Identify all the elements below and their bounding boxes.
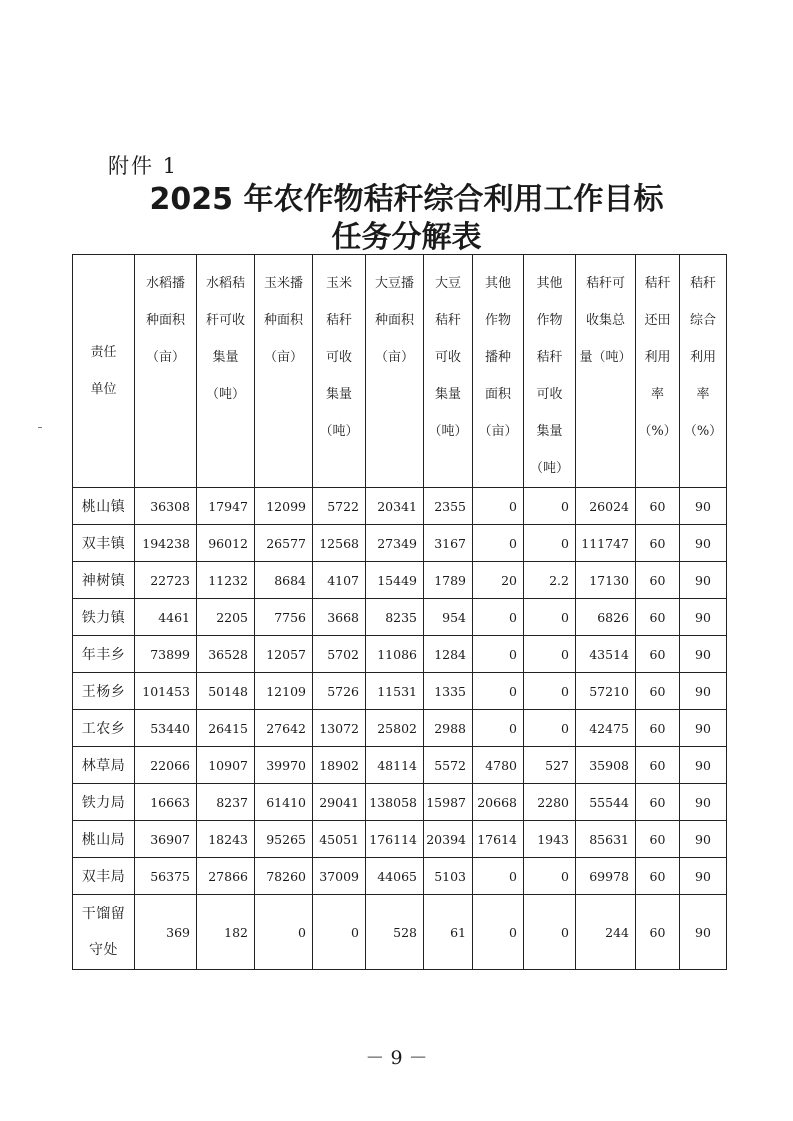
unit-cell: 神树镇 [73, 562, 135, 599]
unit-cell: 桃山局 [73, 821, 135, 858]
value-cell: 39970 [255, 747, 313, 784]
value-cell: 5726 [313, 673, 366, 710]
return-rate-cell: 60 [636, 525, 680, 562]
table-row [73, 562, 727, 599]
unit-cell: 工农乡 [73, 710, 135, 747]
table-row [73, 710, 727, 747]
value-cell: 22066 [135, 747, 197, 784]
value-cell: 20 [473, 562, 524, 599]
value-cell: 8684 [255, 562, 313, 599]
value-cell: 194238 [135, 525, 197, 562]
value-cell: 0 [524, 895, 576, 970]
value-cell: 8237 [197, 784, 255, 821]
value-cell: 3668 [313, 599, 366, 636]
column-header [680, 255, 727, 488]
value-cell: 85631 [576, 821, 636, 858]
value-cell: 16663 [135, 784, 197, 821]
value-cell: 96012 [197, 525, 255, 562]
utilization-rate-cell: 90 [680, 858, 727, 895]
value-cell: 1789 [424, 562, 473, 599]
value-cell: 2280 [524, 784, 576, 821]
return-rate-cell: 60 [636, 710, 680, 747]
document-title: 2025 年农作物秸秆综合利用工作目标 [149, 182, 664, 217]
value-cell: 44065 [366, 858, 424, 895]
column-header [366, 255, 424, 488]
value-cell: 4107 [313, 562, 366, 599]
column-header [73, 255, 135, 488]
column-header [636, 255, 680, 488]
value-cell: 0 [524, 636, 576, 673]
value-cell: 45051 [313, 821, 366, 858]
value-cell: 17614 [473, 821, 524, 858]
value-cell: 244 [576, 895, 636, 970]
value-cell: 0 [524, 525, 576, 562]
value-cell: 42475 [576, 710, 636, 747]
value-cell: 0 [473, 599, 524, 636]
value-cell: 11232 [197, 562, 255, 599]
utilization-rate-cell: 90 [680, 599, 727, 636]
value-cell: 138058 [366, 784, 424, 821]
value-cell: 5103 [424, 858, 473, 895]
value-cell: 50148 [197, 673, 255, 710]
return-rate-cell: 60 [636, 858, 680, 895]
return-rate-cell: 60 [636, 895, 680, 970]
value-cell: 0 [473, 710, 524, 747]
value-cell: 0 [473, 895, 524, 970]
page-number: － 9 － [365, 1047, 428, 1069]
unit-cell: 王杨乡 [73, 673, 135, 710]
value-cell: 22723 [135, 562, 197, 599]
value-cell: 0 [473, 636, 524, 673]
unit-cell: 双丰镇 [73, 525, 135, 562]
value-cell: 26024 [576, 488, 636, 525]
value-cell: 27866 [197, 858, 255, 895]
table-header-row [73, 255, 727, 488]
value-cell: 69978 [576, 858, 636, 895]
value-cell: 0 [473, 525, 524, 562]
value-cell: 48114 [366, 747, 424, 784]
value-cell: 53440 [135, 710, 197, 747]
column-header-label: 秸秆 还田 利用 率 （%） [638, 276, 677, 439]
utilization-rate-cell: 90 [680, 562, 727, 599]
value-cell: 12057 [255, 636, 313, 673]
value-cell: 55544 [576, 784, 636, 821]
column-header-label: 水稻秸 秆可收 集量 （吨） [205, 276, 245, 402]
column-header-label: 水稻播 种面积 （亩） [145, 276, 185, 365]
value-cell: 36528 [197, 636, 255, 673]
column-header [313, 255, 366, 488]
annex-label: 附件 1 [108, 154, 179, 178]
value-cell: 1335 [424, 673, 473, 710]
value-cell: 35908 [576, 747, 636, 784]
value-cell: 37009 [313, 858, 366, 895]
value-cell: 12568 [313, 525, 366, 562]
table-row [73, 747, 727, 784]
value-cell: 57210 [576, 673, 636, 710]
utilization-rate-cell: 90 [680, 636, 727, 673]
column-header-label: 秸秆 综合 利用 率 （%） [683, 276, 723, 439]
utilization-rate-cell: 90 [680, 821, 727, 858]
return-rate-cell: 60 [636, 784, 680, 821]
table-row [73, 895, 727, 970]
column-header [524, 255, 576, 488]
column-header [255, 255, 313, 488]
value-cell: 1284 [424, 636, 473, 673]
table-row [73, 599, 727, 636]
value-cell: 2988 [424, 710, 473, 747]
value-cell: 8235 [366, 599, 424, 636]
value-cell: 13072 [313, 710, 366, 747]
value-cell: 17130 [576, 562, 636, 599]
value-cell: 56375 [135, 858, 197, 895]
value-cell: 5702 [313, 636, 366, 673]
column-header-label: 大豆 秸秆 可收 集量 （吨） [428, 276, 468, 439]
value-cell: 3167 [424, 525, 473, 562]
value-cell: 12109 [255, 673, 313, 710]
value-cell: 15449 [366, 562, 424, 599]
value-cell: 182 [197, 895, 255, 970]
value-cell: 36308 [135, 488, 197, 525]
value-cell: 2205 [197, 599, 255, 636]
column-header-label: 秸秆可 收集总 量（吨） [579, 276, 632, 365]
value-cell: 4780 [473, 747, 524, 784]
value-cell: 0 [524, 710, 576, 747]
column-header [424, 255, 473, 488]
value-cell: 95265 [255, 821, 313, 858]
task-breakdown-table [72, 254, 727, 970]
column-header-label: 其他 作物 播种 面积 （亩） [478, 276, 518, 439]
value-cell: 0 [473, 673, 524, 710]
value-cell: 0 [473, 488, 524, 525]
table-row [73, 821, 727, 858]
value-cell: 73899 [135, 636, 197, 673]
value-cell: 111747 [576, 525, 636, 562]
utilization-rate-cell: 90 [680, 747, 727, 784]
value-cell: 17947 [197, 488, 255, 525]
value-cell: 369 [135, 895, 197, 970]
document-subtitle: 任务分解表 [331, 220, 482, 255]
return-rate-cell: 60 [636, 673, 680, 710]
value-cell: 15987 [424, 784, 473, 821]
unit-cell: 铁力镇 [73, 599, 135, 636]
value-cell: 7756 [255, 599, 313, 636]
utilization-rate-cell: 90 [680, 488, 727, 525]
value-cell: 27349 [366, 525, 424, 562]
unit-cell: 铁力局 [73, 784, 135, 821]
utilization-rate-cell: 90 [680, 673, 727, 710]
value-cell: 0 [524, 673, 576, 710]
value-cell: 2355 [424, 488, 473, 525]
value-cell: 4461 [135, 599, 197, 636]
value-cell: 29041 [313, 784, 366, 821]
return-rate-cell: 60 [636, 488, 680, 525]
value-cell: 0 [524, 599, 576, 636]
column-header-label: 责任 单位 [90, 345, 117, 397]
value-cell: 0 [524, 858, 576, 895]
value-cell: 26577 [255, 525, 313, 562]
value-cell: 12099 [255, 488, 313, 525]
column-header [473, 255, 524, 488]
value-cell: 26415 [197, 710, 255, 747]
value-cell: 27642 [255, 710, 313, 747]
unit-cell: 干馏留 守处 [73, 895, 135, 970]
table-row [73, 784, 727, 821]
value-cell: 10907 [197, 747, 255, 784]
return-rate-cell: 60 [636, 562, 680, 599]
value-cell: 61410 [255, 784, 313, 821]
value-cell: 101453 [135, 673, 197, 710]
column-header-label: 其他 作物 秸秆 可收 集量 （吨） [529, 276, 569, 476]
value-cell: 528 [366, 895, 424, 970]
utilization-rate-cell: 90 [680, 895, 727, 970]
value-cell: 176114 [366, 821, 424, 858]
table-row [73, 488, 727, 525]
table-row [73, 673, 727, 710]
utilization-rate-cell: 90 [680, 710, 727, 747]
value-cell: 0 [255, 895, 313, 970]
unit-cell: 桃山镇 [73, 488, 135, 525]
value-cell: 2.2 [524, 562, 576, 599]
table-body [73, 488, 727, 970]
value-cell: 0 [313, 895, 366, 970]
return-rate-cell: 60 [636, 821, 680, 858]
column-header-label: 大豆播 种面积 （亩） [374, 276, 414, 365]
return-rate-cell: 60 [636, 599, 680, 636]
column-header [576, 255, 636, 488]
unit-cell: 林草局 [73, 747, 135, 784]
value-cell: 0 [524, 488, 576, 525]
return-rate-cell: 60 [636, 747, 680, 784]
column-header-label: 玉米播 种面积 （亩） [263, 276, 303, 365]
column-header-label: 玉米 秸秆 可收 集量 （吨） [319, 276, 359, 439]
value-cell: 1943 [524, 821, 576, 858]
value-cell: 6826 [576, 599, 636, 636]
utilization-rate-cell: 90 [680, 784, 727, 821]
utilization-rate-cell: 90 [680, 525, 727, 562]
value-cell: 20668 [473, 784, 524, 821]
margin-mark [38, 427, 42, 428]
column-header [135, 255, 197, 488]
value-cell: 11086 [366, 636, 424, 673]
value-cell: 5722 [313, 488, 366, 525]
value-cell: 61 [424, 895, 473, 970]
value-cell: 25802 [366, 710, 424, 747]
table-row [73, 525, 727, 562]
value-cell: 78260 [255, 858, 313, 895]
value-cell: 5572 [424, 747, 473, 784]
value-cell: 20394 [424, 821, 473, 858]
column-header [197, 255, 255, 488]
table-row [73, 636, 727, 673]
value-cell: 36907 [135, 821, 197, 858]
value-cell: 18902 [313, 747, 366, 784]
value-cell: 527 [524, 747, 576, 784]
value-cell: 20341 [366, 488, 424, 525]
value-cell: 0 [473, 858, 524, 895]
return-rate-cell: 60 [636, 636, 680, 673]
value-cell: 43514 [576, 636, 636, 673]
table-row [73, 858, 727, 895]
unit-cell: 年丰乡 [73, 636, 135, 673]
value-cell: 954 [424, 599, 473, 636]
value-cell: 18243 [197, 821, 255, 858]
unit-cell: 双丰局 [73, 858, 135, 895]
value-cell: 11531 [366, 673, 424, 710]
